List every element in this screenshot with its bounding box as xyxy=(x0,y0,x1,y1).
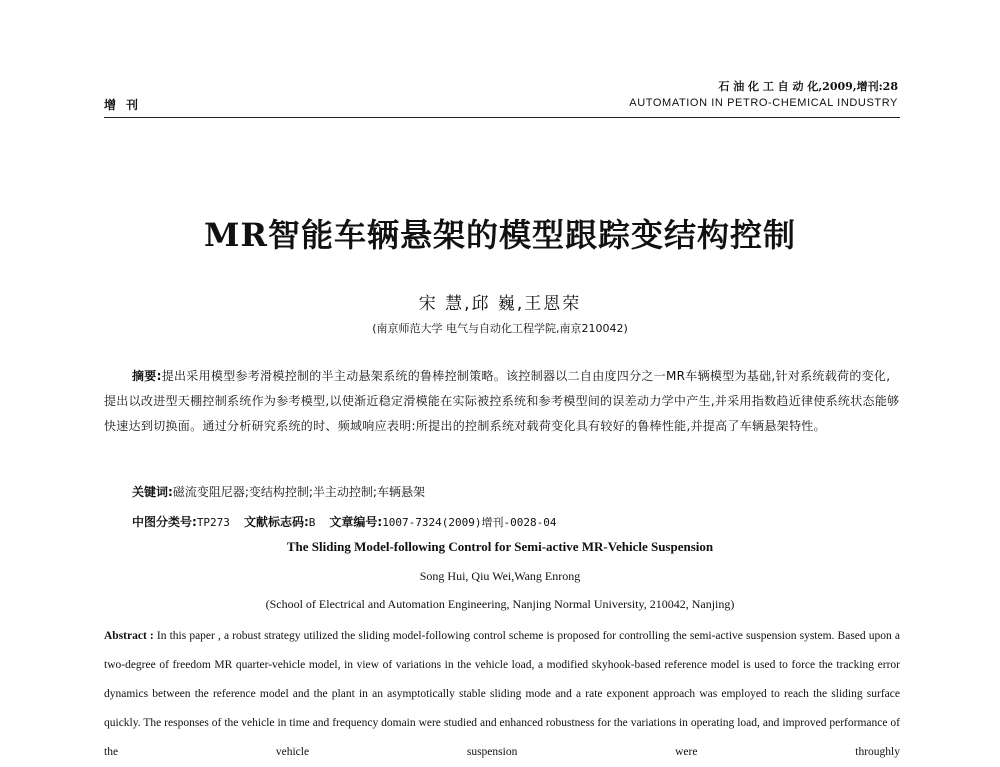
article-number-value: 1007-7324(2009)增刊-0028-04 xyxy=(382,516,557,529)
abstract-en-text: In this paper , a robust strategy utilized the sliding model-following control scheme is proposed for controlling the semi-active suspension system. Based upon a two-degree of freedom MR quarter-vehicle model, in view of variations in the vehicle load, a modified skyhook-based reference model is used to force the tracking error dynamics between the reference model and the plant in an asymptotically stable sliding mode and a rate exponent approach was employed to reach the sliding surface quickly. The responses of the vehicle in time and frequency domain were studied and enhanced robustness for the variations in operating load, and improved performance of the vehicle suspension were throughly xyxy=(104,630,901,758)
journal-name-cn: 石 油 化 工 自 动 化 xyxy=(718,80,819,93)
paper-title: MR智能车辆悬架的模型跟踪变结构控制 xyxy=(203,216,797,254)
keywords xyxy=(132,483,425,500)
header-rule xyxy=(104,117,900,118)
authors: 宋 慧,邱 巍,王恩荣 xyxy=(418,294,582,314)
supplement-label: 增刊 xyxy=(104,98,149,112)
abstract-cn-text: 提出采用模型参考滑模控制的半主动悬架系统的鲁棒控制策略。该控制器以二自由度四分之一MR车辆模型为基础,针对系统载荷的变化,提出以改进型天棚控制系统作为参考模型,以使渐近稳定滑模能在实际被控系统和参考模型间的误差动力学中产生,并采用指数趋近律使系统状态能够快速达到切换面。通过分析研究系统的时、频域响应表明:所提出的控制系统对载荷变化具有较好的鲁棒性能,并提高了车辆悬架特性。 xyxy=(104,369,900,433)
doc-code-label: 文献标志码: xyxy=(243,515,309,529)
article-number-label: 文章编号: xyxy=(329,515,383,529)
english-affiliation: (School of Electrical and Automation Engineering, Nanjing Normal University, 210042, Nanjing) xyxy=(265,597,735,611)
english-title: The Sliding Model-following Control for Semi-active MR-Vehicle Suspension xyxy=(286,539,714,554)
abstract-cn-label: 摘要: xyxy=(132,369,162,383)
clc-label: 中图分类号: xyxy=(132,515,197,529)
keywords-label: 关键词: xyxy=(132,485,173,499)
abstract-en xyxy=(104,622,900,767)
journal-issue: ,2009,增刊:28 xyxy=(818,80,898,93)
journal-header-cn xyxy=(718,78,898,94)
abstract-cn xyxy=(104,364,900,439)
english-authors: Song Hui, Qiu Wei,Wang Enrong xyxy=(419,569,581,583)
classification-line xyxy=(132,513,557,530)
keywords-text: 磁流变阻尼器;变结构控制;半主动控制;车辆悬架 xyxy=(172,485,425,499)
affiliation: (南京师范大学 电气与自动化工程学院,南京210042) xyxy=(372,322,628,335)
abstract-en-label: Abstract : xyxy=(104,630,154,642)
clc-value: TP273 xyxy=(196,516,230,529)
journal-name-en: AUTOMATION IN PETRO-CHEMICAL INDUSTRY xyxy=(629,97,898,109)
doc-code-value: B xyxy=(308,516,316,529)
